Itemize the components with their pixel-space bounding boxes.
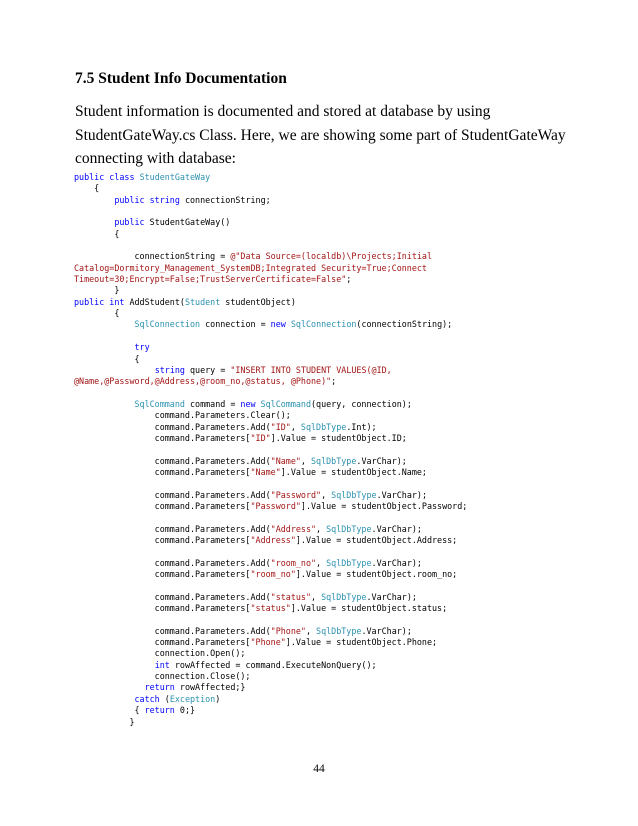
code-token: , bbox=[300, 455, 312, 466]
code-token bbox=[74, 319, 135, 329]
code-token: StudentGateWay bbox=[139, 172, 211, 182]
code-token: "Phone" bbox=[250, 637, 286, 648]
code-token: rowAffected;} bbox=[174, 682, 246, 693]
code-token: "Phone" bbox=[270, 625, 306, 636]
code-token: { bbox=[74, 308, 120, 319]
code-token: command.Parameters.Add( bbox=[74, 591, 271, 602]
code-token: .Int); bbox=[346, 421, 377, 432]
code-token: "ID" bbox=[250, 432, 271, 443]
code-token: , bbox=[311, 591, 322, 602]
code-token: return bbox=[144, 705, 175, 716]
code-line bbox=[74, 285, 467, 296]
code-line bbox=[74, 217, 467, 228]
code-token: string bbox=[154, 364, 185, 375]
code-token: { bbox=[74, 705, 145, 716]
code-token: } bbox=[74, 716, 135, 727]
code-token: "Name" bbox=[250, 466, 281, 477]
code-line bbox=[74, 240, 467, 251]
code-token: "ID" bbox=[270, 421, 291, 432]
code-token: Exception bbox=[169, 693, 216, 704]
paragraph-line: StudentGateWay.cs Class. Here, we are showing some part of StudentGateWay bbox=[75, 126, 566, 144]
code-token: connection = bbox=[200, 319, 271, 330]
code-line bbox=[74, 671, 467, 682]
code-token: SqlDbType bbox=[311, 455, 357, 466]
code-line bbox=[74, 376, 467, 387]
code-token: command.Parameters.Add( bbox=[74, 421, 271, 432]
code-token: { bbox=[74, 183, 100, 194]
code-line bbox=[74, 614, 467, 625]
code-token bbox=[74, 660, 155, 670]
code-line bbox=[74, 183, 467, 194]
code-line bbox=[74, 694, 467, 705]
code-token: "Name" bbox=[270, 455, 301, 466]
code-token: connectionString = bbox=[74, 251, 231, 262]
code-token: } bbox=[74, 285, 120, 296]
code-token: .VarChar); bbox=[356, 455, 407, 466]
code-token: ].Value = studentObject.Name; bbox=[280, 466, 427, 477]
code-line bbox=[74, 626, 467, 637]
code-token: SqlDbType bbox=[321, 591, 367, 602]
code-token: (query, connection); bbox=[311, 398, 412, 409]
code-line bbox=[74, 354, 467, 365]
code-token: query = bbox=[184, 364, 231, 375]
code-line bbox=[74, 229, 467, 240]
code-token: "status" bbox=[250, 603, 291, 614]
code-token: @Name,@Password,@Address,@room_no,@status, @Phone)" bbox=[74, 376, 332, 387]
code-token: command = bbox=[184, 398, 241, 409]
code-token bbox=[74, 682, 145, 692]
code-token: .VarChar); bbox=[366, 591, 417, 602]
code-token: "Password" bbox=[270, 489, 322, 500]
code-token bbox=[74, 217, 114, 227]
code-token: (connectionString); bbox=[356, 319, 453, 330]
code-line bbox=[74, 410, 467, 421]
code-token: AddStudent( bbox=[124, 296, 185, 307]
code-line bbox=[74, 569, 467, 580]
code-token: "Password" bbox=[250, 500, 301, 511]
code-token: Timeout=30;Encrypt=False;TrustServerCertificate=False" bbox=[74, 274, 347, 285]
code-token: ].Value = studentObject.Address; bbox=[295, 535, 458, 545]
code-token: , bbox=[305, 625, 317, 636]
code-token: ; bbox=[331, 376, 337, 387]
code-line bbox=[74, 558, 467, 569]
code-token: SqlConnection bbox=[134, 319, 201, 330]
code-line bbox=[74, 399, 467, 410]
code-token: catch bbox=[134, 693, 160, 704]
code-token: "room_no" bbox=[270, 557, 317, 568]
code-line bbox=[74, 648, 467, 659]
code-token: new bbox=[240, 398, 256, 409]
code-token: command.Parameters.Add( bbox=[74, 489, 271, 500]
code-token: return bbox=[144, 682, 175, 693]
code-token: command.Parameters.Add( bbox=[74, 557, 271, 568]
code-line bbox=[74, 478, 467, 489]
code-token: command.Parameters.Clear(); bbox=[74, 410, 291, 421]
code-token: rowAffected = command.ExecuteNonQuery(); bbox=[169, 659, 377, 670]
code-token: command.Parameters[ bbox=[74, 637, 251, 648]
code-token: "Address" bbox=[250, 535, 296, 545]
code-token: .VarChar); bbox=[371, 523, 422, 534]
code-token: command.Parameters.Add( bbox=[74, 625, 271, 636]
code-line bbox=[74, 490, 467, 501]
section-heading: 7.5 Student Info Documentation bbox=[75, 70, 287, 87]
code-token: "Address" bbox=[270, 523, 317, 534]
code-line bbox=[74, 263, 467, 274]
code-token: Catalog=Dormitory_Management_SystemDB;Integrated Security=True;Connect bbox=[74, 262, 427, 273]
code-token: "status" bbox=[270, 591, 311, 602]
code-token: .VarChar); bbox=[371, 557, 422, 568]
code-token: connection.Close(); bbox=[74, 671, 251, 682]
code-line bbox=[74, 580, 467, 591]
paragraph-line: Student information is documented and stored at database by using bbox=[75, 103, 491, 120]
code-line bbox=[74, 467, 467, 478]
code-line bbox=[74, 705, 467, 716]
code-token: connection.Open(); bbox=[74, 648, 246, 659]
page-number: 44 bbox=[313, 763, 325, 775]
code-token: , bbox=[316, 557, 327, 568]
code-token: SqlCommand bbox=[260, 398, 312, 409]
code-token: , bbox=[290, 421, 301, 432]
code-token: SqlDbType bbox=[326, 557, 372, 568]
code-token: SqlDbType bbox=[300, 421, 347, 432]
code-line bbox=[74, 331, 467, 342]
code-token bbox=[74, 694, 135, 704]
code-token: SqlDbType bbox=[326, 523, 372, 534]
code-token: Student bbox=[184, 296, 221, 307]
code-token bbox=[74, 365, 155, 375]
code-token: SqlCommand bbox=[134, 398, 185, 409]
code-token: public class bbox=[74, 172, 140, 182]
code-token: .VarChar); bbox=[376, 489, 427, 500]
code-line bbox=[74, 172, 467, 183]
code-line bbox=[74, 637, 467, 648]
code-token: command.Parameters[ bbox=[74, 500, 251, 511]
code-token: command.Parameters[ bbox=[74, 432, 251, 443]
code-line bbox=[74, 603, 467, 614]
code-token bbox=[74, 342, 135, 352]
code-token: { bbox=[74, 353, 140, 364]
code-token: StudentGateWay() bbox=[144, 217, 231, 228]
code-token: { bbox=[74, 228, 120, 239]
code-line bbox=[74, 456, 467, 467]
code-token: int bbox=[154, 659, 170, 670]
code-line bbox=[74, 682, 467, 693]
code-token: public int bbox=[74, 296, 125, 307]
code-line bbox=[74, 297, 467, 308]
code-token: ].Value = studentObject.Password; bbox=[300, 500, 468, 511]
code-token: ].Value = studentObject.ID; bbox=[270, 432, 407, 443]
code-token: command.Parameters.Add( bbox=[74, 523, 271, 534]
paragraph-line: connecting with database: bbox=[75, 150, 236, 167]
code-line bbox=[74, 342, 467, 353]
code-line bbox=[74, 717, 467, 728]
code-token bbox=[74, 399, 135, 409]
code-line bbox=[74, 274, 467, 285]
code-line bbox=[74, 195, 467, 206]
code-token: ].Value = studentObject.room_no; bbox=[295, 569, 458, 580]
code-token: 0;} bbox=[174, 705, 196, 716]
code-token: , bbox=[316, 523, 327, 534]
code-line bbox=[74, 535, 467, 546]
code-line bbox=[74, 512, 467, 523]
code-token: ; bbox=[346, 274, 352, 285]
code-token: public string bbox=[114, 194, 180, 205]
code-line bbox=[74, 388, 467, 399]
code-token: ) bbox=[215, 693, 221, 704]
code-line bbox=[74, 422, 467, 433]
code-token: connectionString; bbox=[179, 194, 271, 205]
code-line bbox=[74, 546, 467, 557]
code-listing bbox=[74, 172, 467, 728]
code-token: "INSERT INTO STUDENT VALUES(@ID, bbox=[230, 364, 392, 375]
code-token: @"Data Source=(localdb)\Projects;Initial bbox=[230, 251, 432, 262]
code-line bbox=[74, 308, 467, 319]
code-line bbox=[74, 206, 467, 217]
code-token bbox=[74, 195, 114, 205]
code-token: command.Parameters[ bbox=[74, 535, 251, 545]
code-token: command.Parameters.Add( bbox=[74, 455, 271, 466]
code-token: command.Parameters[ bbox=[74, 569, 251, 580]
code-line bbox=[74, 501, 467, 512]
code-line bbox=[74, 251, 467, 262]
code-token: ].Value = studentObject.status; bbox=[290, 603, 448, 614]
code-token: SqlDbType bbox=[316, 625, 362, 636]
code-token: ].Value = studentObject.Phone; bbox=[285, 637, 438, 648]
code-line bbox=[74, 660, 467, 671]
code-line bbox=[74, 319, 467, 330]
code-line bbox=[74, 592, 467, 603]
code-line bbox=[74, 433, 467, 444]
code-token: , bbox=[321, 489, 332, 500]
code-token: public bbox=[114, 217, 145, 228]
code-token: .VarChar); bbox=[361, 625, 412, 636]
code-line bbox=[74, 365, 467, 376]
code-token: SqlDbType bbox=[331, 489, 377, 500]
code-token: studentObject) bbox=[220, 296, 296, 307]
code-line bbox=[74, 524, 467, 535]
code-token: new bbox=[270, 319, 286, 330]
code-token: command.Parameters[ bbox=[74, 466, 251, 477]
code-token: command.Parameters[ bbox=[74, 603, 251, 614]
code-line bbox=[74, 444, 467, 455]
code-token: try bbox=[134, 342, 150, 353]
code-token: ( bbox=[159, 693, 170, 704]
code-token: SqlConnection bbox=[290, 319, 357, 330]
intro-paragraph bbox=[75, 100, 566, 171]
code-token: "room_no" bbox=[250, 569, 296, 580]
